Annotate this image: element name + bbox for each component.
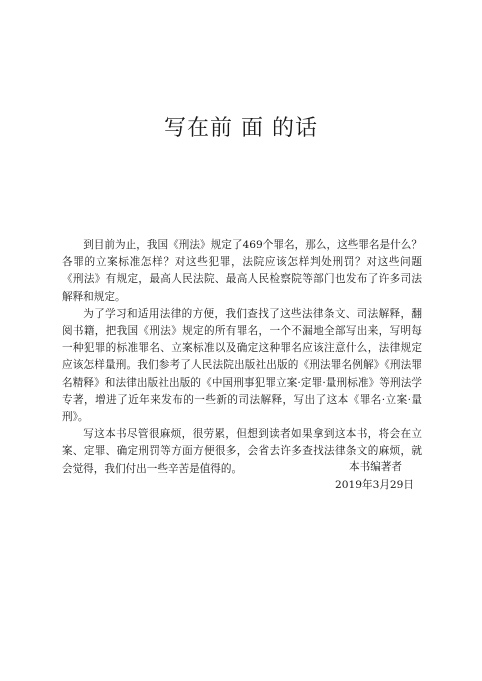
signature-author: 本书编著者 [349,461,402,473]
signature-date: 2019年3月29日 [335,479,414,491]
paragraph-3: 写这本书尽管很麻烦，很劳累，但想到读者如果拿到这本书，将会在立案、定罪、确定刑罚等方面方便很多，会省去许多查找法律条文的麻烦，就会觉得，我们付出一些辛苦是值得的。 [62,428,422,475]
preface-body [62,237,422,478]
paragraph-2: 为了学习和适用法律的方便，我们查找了这些法律条文、司法解释，翻阅书籍，把我国《刑法》规定的所有罪名，一个不漏地全部写出来，写明每一种犯罪的标准罪名、立案标准以及确定这种罪名应该注意什么，法律规定应该怎样量刑。我们参考了人民法院出版社出版的《刑法罪名例解》《刑法罪名精释》和法律出版社出版的《中国刑事犯罪立案·定罪·量刑标准》等刑法学专著，增进了近年来发布的一些新的司法解释，写出了这本《罪名·立案·量刑》。 [62,307,422,424]
page-title: 写在前 面 的话 [164,116,318,141]
paragraph-1: 到目前为止，我国《刑法》规定了469个罪名，那么，这些罪名是什么？各罪的立案标准怎样？对这些犯罪，法院应该怎样判处刑罚？对这些问题《刑法》有规定，最高人民法院、最高人民检察院等部门也发布了许多司法解释和规定。 [62,239,422,303]
signature-block [214,458,414,494]
